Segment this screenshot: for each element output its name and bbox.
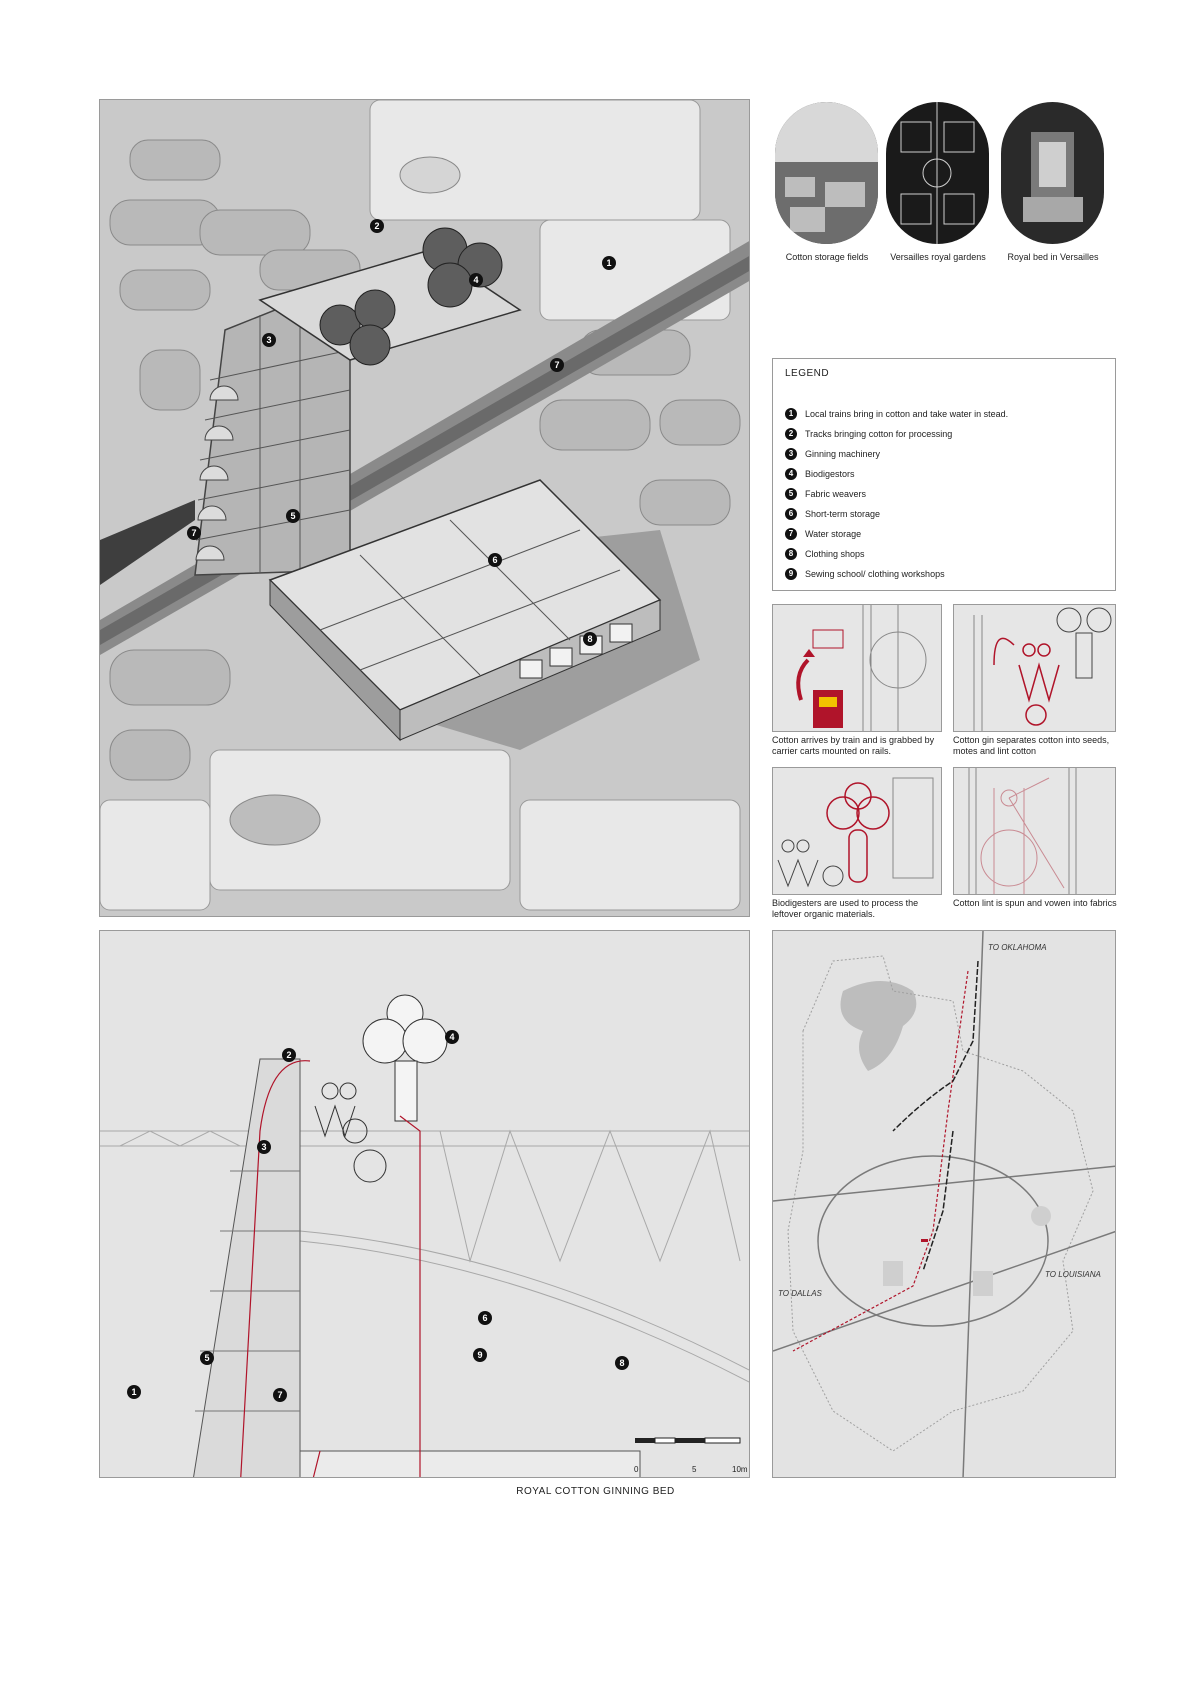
legend-item [785, 508, 1008, 528]
axo-marker-7b: 7 [187, 526, 201, 540]
legend-number: 6 [785, 508, 797, 520]
section-marker-4: 4 [445, 1030, 459, 1044]
legend-item [785, 468, 1008, 488]
axonometric-drawing [100, 100, 750, 917]
legend-item [785, 488, 1008, 508]
scale-label-5: 5 [692, 1465, 697, 1474]
scale-label-10m: 10m [732, 1465, 748, 1474]
process-diagram-weaving [953, 767, 1116, 895]
legend-title: LEGEND [785, 368, 830, 379]
legend-label: Fabric weavers [805, 489, 867, 499]
legend-label: Clothing shops [805, 549, 865, 559]
reference-image-versailles-gardens [886, 102, 989, 244]
map-label-dallas: TO DALLAS [778, 1289, 822, 1298]
legend-number: 5 [785, 488, 797, 500]
legend-label: Short-term storage [805, 509, 881, 519]
axo-marker-2: 2 [370, 219, 384, 233]
legend-label: Water storage [805, 529, 862, 539]
map-label-louisiana: TO LOUISIANA [1045, 1270, 1101, 1279]
axo-marker-1: 1 [602, 256, 616, 270]
axo-marker-4: 4 [469, 273, 483, 287]
scale-bar [635, 1436, 745, 1446]
legend-item [785, 408, 1008, 428]
map-label-oklahoma: TO OKLAHOMA [988, 943, 1047, 952]
section-drawing [100, 931, 750, 1478]
caption-royal-bed: Royal bed in Versailles [1007, 252, 1099, 262]
legend-item [785, 528, 1008, 548]
reference-image-cotton-fields [775, 102, 878, 244]
section-marker-1: 1 [127, 1385, 141, 1399]
process-diagram-biodigester [772, 767, 942, 895]
caption-cotton-fields: Cotton storage fields [785, 252, 869, 262]
section-marker-2: 2 [282, 1048, 296, 1062]
legend-item [785, 448, 1008, 468]
section-view [99, 930, 750, 1478]
axo-marker-7: 7 [550, 358, 564, 372]
caption-gin: Cotton gin separates cotton into seeds, motes and lint cotton [953, 735, 1110, 756]
process-diagram-gin [953, 604, 1116, 732]
caption-weaving: Cotton lint is spun and vowen into fabrics [953, 898, 1117, 908]
section-marker-3: 3 [257, 1140, 271, 1154]
caption-versailles-gardens: Versailles royal gardens [890, 252, 986, 262]
axonometric-view [99, 99, 750, 917]
axo-marker-3: 3 [262, 333, 276, 347]
legend-number: 2 [785, 428, 797, 440]
caption-biodigester: Biodigesters are used to process the leftover organic materials. [772, 898, 919, 919]
legend-number: 7 [785, 528, 797, 540]
process-diagram-train [772, 604, 942, 732]
legend-number: 1 [785, 408, 797, 420]
gardens-photo [886, 102, 989, 244]
section-marker-9: 9 [473, 1348, 487, 1362]
scale-label-0: 0 [634, 1465, 639, 1474]
legend-item [785, 568, 1008, 588]
reference-image-royal-bed [1001, 102, 1104, 244]
site-map-drawing [773, 931, 1116, 1478]
legend-label: Biodigestors [805, 469, 855, 479]
legend-number: 9 [785, 568, 797, 580]
axo-marker-6: 6 [488, 553, 502, 567]
section-marker-5: 5 [200, 1351, 214, 1365]
page-title: ROYAL COTTON GINNING BED [516, 1486, 675, 1497]
legend-number: 8 [785, 548, 797, 560]
site-map [772, 930, 1116, 1478]
legend-label: Tracks bringing cotton for processing [805, 429, 953, 439]
royal-bed-photo [1001, 102, 1104, 244]
biodigester-diagram [773, 768, 942, 895]
legend-list [785, 408, 1008, 588]
legend-label: Ginning machinery [805, 449, 881, 459]
legend-number: 3 [785, 448, 797, 460]
legend-box [772, 358, 1116, 591]
legend-number: 4 [785, 468, 797, 480]
section-marker-6: 6 [478, 1311, 492, 1325]
cotton-fields-photo [775, 102, 878, 244]
section-marker-8: 8 [615, 1356, 629, 1370]
train-diagram [773, 605, 942, 732]
axo-marker-5: 5 [286, 509, 300, 523]
legend-label: Sewing school/ clothing workshops [805, 569, 945, 579]
axo-marker-8: 8 [583, 632, 597, 646]
weaving-diagram [954, 768, 1116, 895]
section-marker-7: 7 [273, 1388, 287, 1402]
legend-item [785, 548, 1008, 568]
legend-label: Local trains bring in cotton and take water in stead. [805, 409, 1009, 419]
caption-train: Cotton arrives by train and is grabbed by carrier carts mounted on rails. [772, 735, 935, 756]
legend-item [785, 428, 1008, 448]
gin-diagram [954, 605, 1116, 732]
